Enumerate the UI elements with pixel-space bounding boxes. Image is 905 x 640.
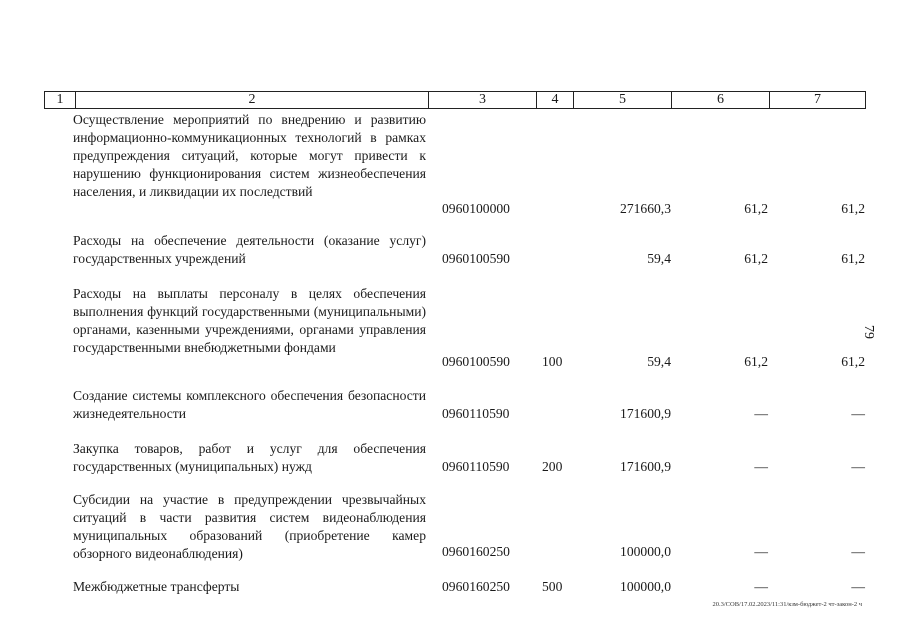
- page-number: 79: [861, 325, 876, 339]
- header-col-2: 2: [75, 92, 428, 108]
- row-amount: 100000,0: [620, 579, 671, 594]
- header-col-3: 3: [428, 92, 536, 108]
- row-description: Субсидии на участие в предупреждении чрезвычайных ситуаций в части развития систем видеонаблюдения муниципальных образований (приобретение камер обзорного видеонаблюдения): [73, 492, 426, 561]
- row-description: Осуществление мероприятий по внедрению и развитию информационно-коммуникационных технологий в рамках предупреждения ситуаций, которые могут привести к нарушению функционирования систем жизнеобеспечения населения, и ликвидации их последствий: [73, 112, 426, 199]
- row-col6: 61,2: [744, 251, 768, 266]
- row-description: Межбюджетные трансферты: [73, 579, 240, 594]
- row-code: 0960110590: [442, 459, 510, 474]
- row-code: 0960110590: [442, 406, 510, 421]
- row-col6: 61,2: [744, 354, 768, 369]
- row-code: 0960100000: [442, 201, 510, 216]
- row-col6: —: [754, 406, 768, 421]
- row-col7: —: [851, 579, 865, 594]
- row-code: 0960100590: [442, 354, 510, 369]
- row-description: Закупка товаров, работ и услуг для обеспечения государственных (муниципальных) нужд: [73, 441, 426, 474]
- row-col6: —: [754, 459, 768, 474]
- row-amount: 100000,0: [620, 544, 671, 559]
- table-header-row: [44, 91, 866, 109]
- row-description: Создание системы комплексного обеспечения безопасности жизнедеятельности: [73, 388, 426, 421]
- footer-document-code: 20.3/СОВ/17.02.2023/11:31/кзм-бюджет-2 чт-закон-2 ч: [712, 601, 862, 608]
- row-col7: 61,2: [841, 354, 865, 369]
- header-col-5: 5: [573, 92, 671, 108]
- row-type: 200: [542, 459, 563, 474]
- row-col7: —: [851, 544, 865, 559]
- row-code: 0960160250: [442, 579, 510, 594]
- row-amount: 271660,3: [620, 201, 671, 216]
- header-col-4: 4: [536, 92, 573, 108]
- row-col6: 61,2: [744, 201, 768, 216]
- row-amount: 59,4: [647, 354, 671, 369]
- row-amount: 171600,9: [620, 406, 671, 421]
- row-col6: —: [754, 544, 768, 559]
- header-col-1: 1: [56, 92, 64, 107]
- row-col7: 61,2: [841, 201, 865, 216]
- row-col7: 61,2: [841, 251, 865, 266]
- header-col-7: 7: [769, 92, 865, 108]
- row-col6: —: [754, 579, 768, 594]
- row-amount: 59,4: [647, 251, 671, 266]
- header-col-6: 6: [671, 92, 769, 108]
- row-code: 0960160250: [442, 544, 510, 559]
- row-description: Расходы на обеспечение деятельности (оказание услуг) государственных учреждений: [73, 233, 426, 266]
- row-col7: —: [851, 459, 865, 474]
- row-description: Расходы на выплаты персоналу в целях обеспечения выполнения функций государственными (муниципальными) органами, казенными учреждениями, органами управления государственными внебюджетными фондами: [73, 286, 426, 355]
- row-code: 0960100590: [442, 251, 510, 266]
- row-type: 100: [542, 354, 563, 369]
- row-amount: 171600,9: [620, 459, 671, 474]
- row-type: 500: [542, 579, 563, 594]
- row-col7: —: [851, 406, 865, 421]
